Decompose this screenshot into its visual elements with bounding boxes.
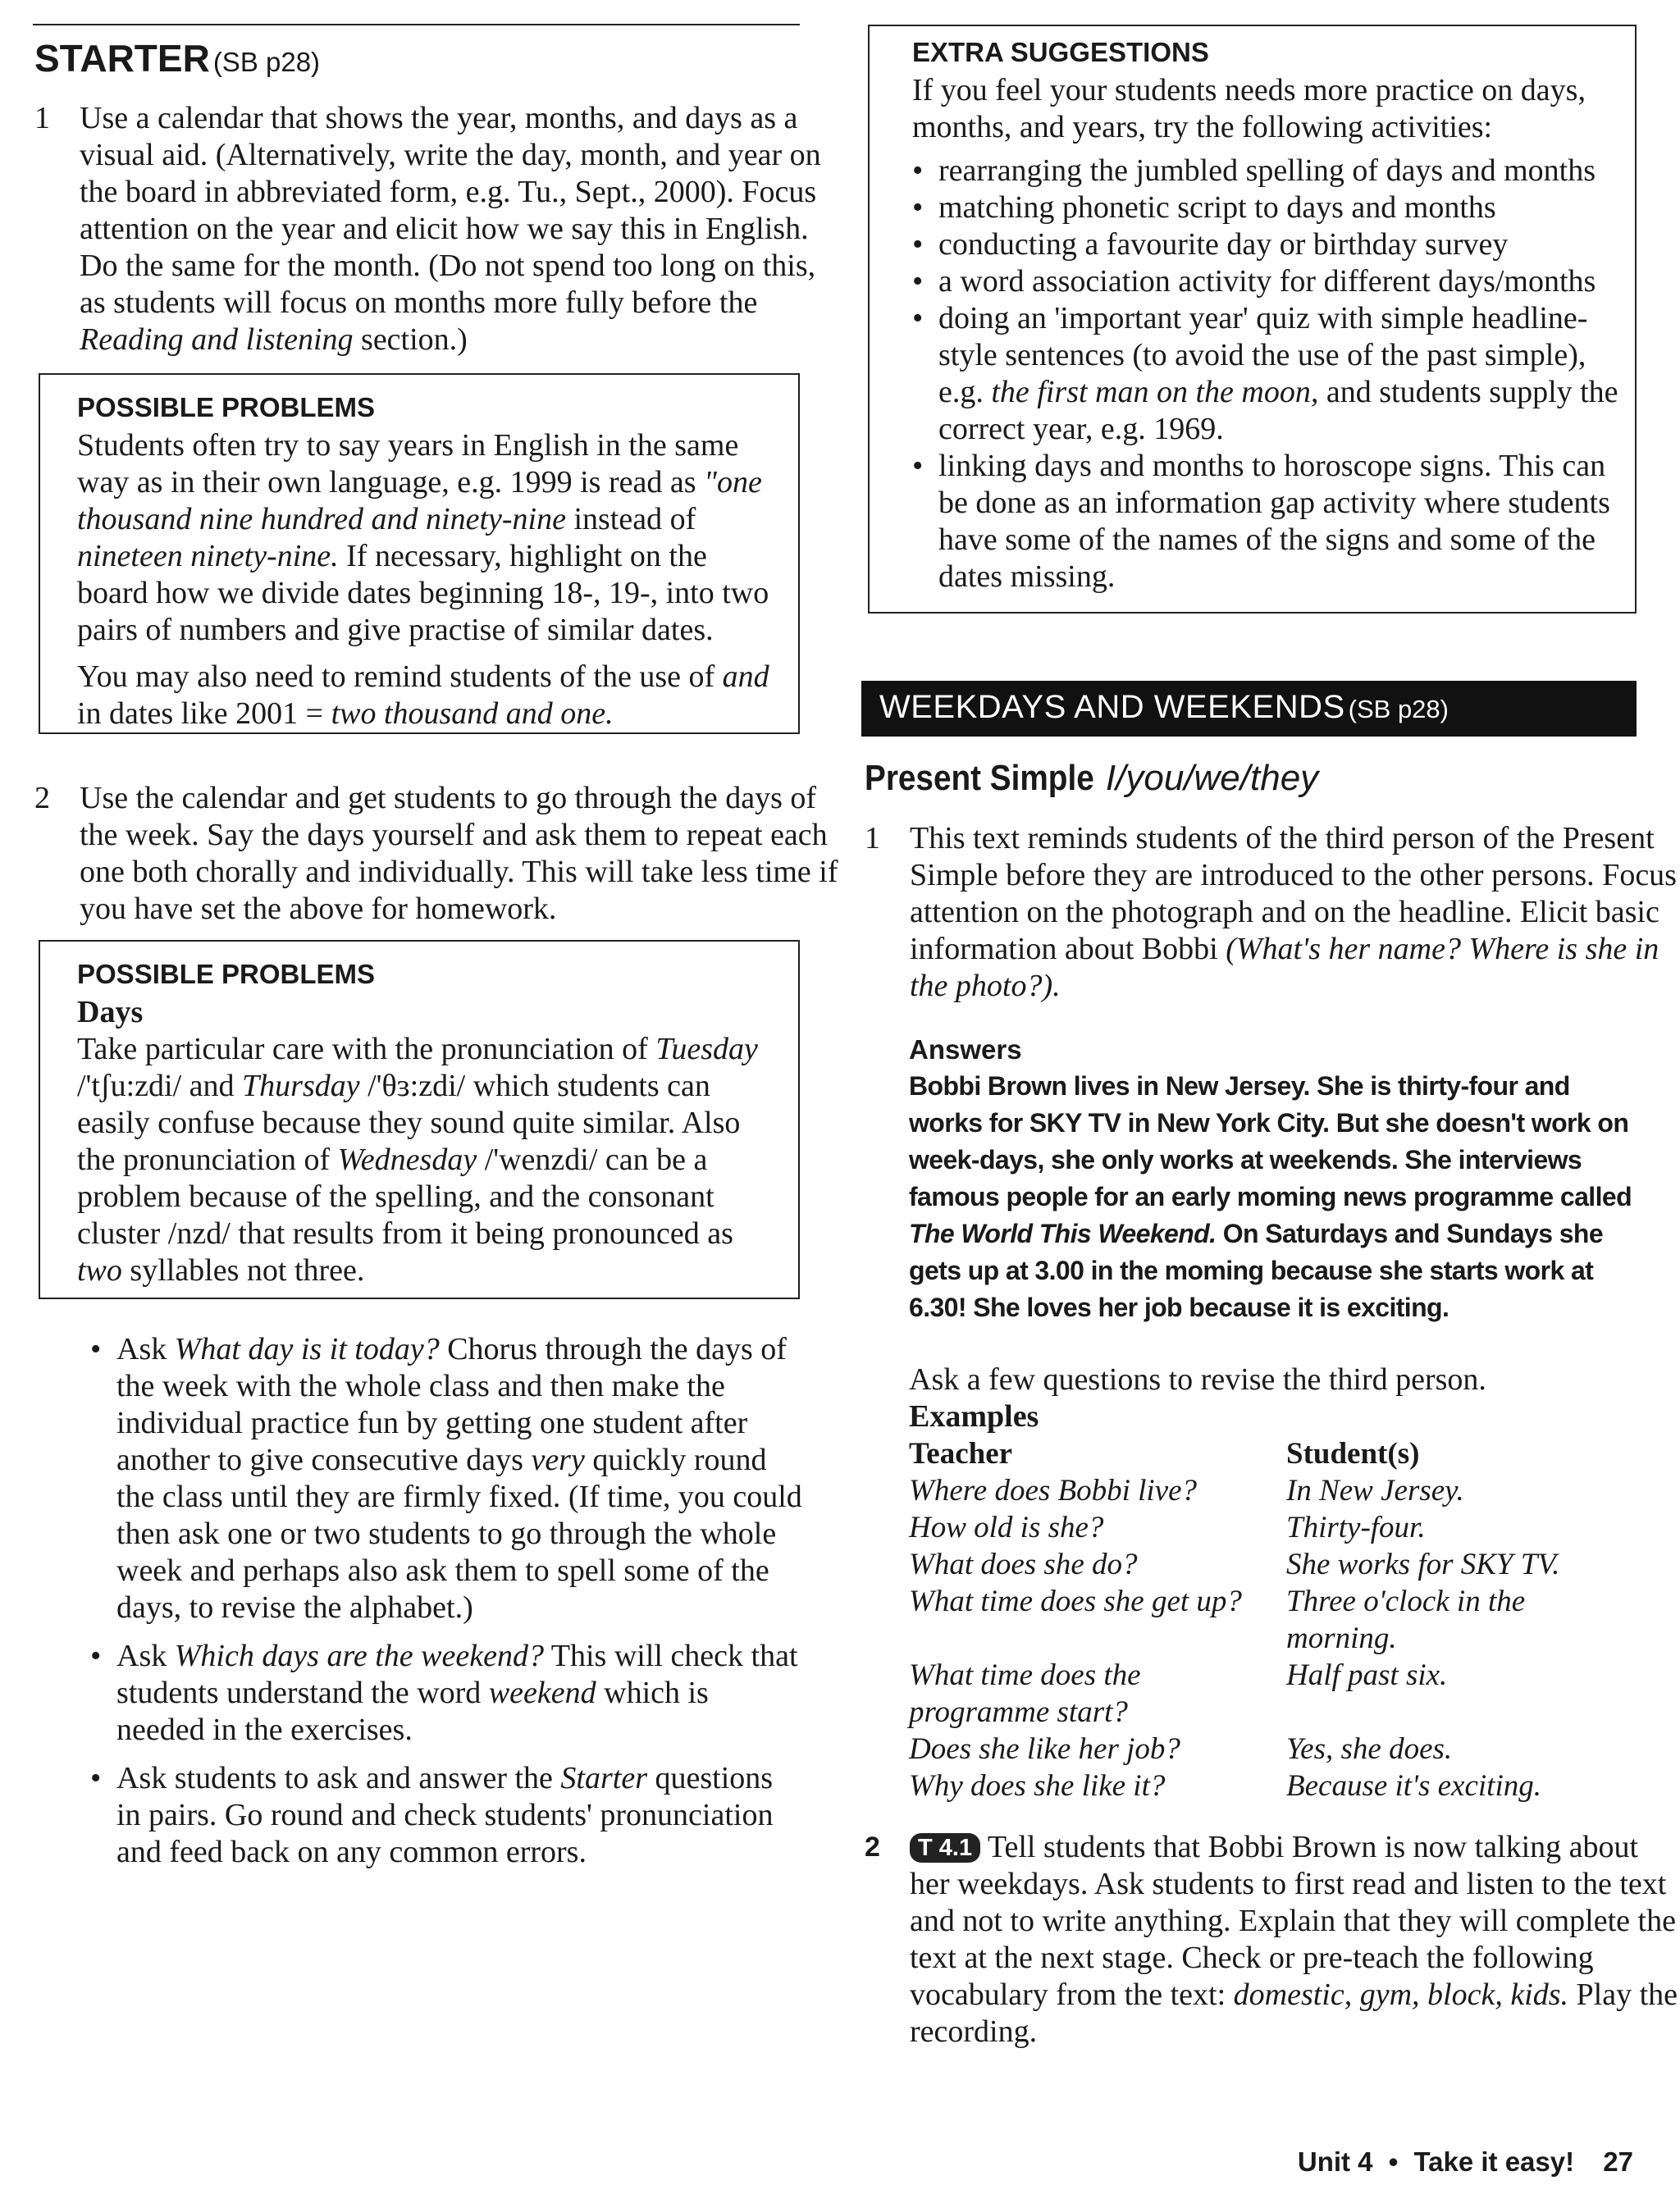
section-subheading [865, 758, 1318, 799]
bullet-item [90, 1331, 804, 1626]
italic-text: the first man on the moon, [991, 375, 1319, 409]
text-run: matching phonetic script to days and months [938, 190, 1496, 225]
text-run: If necessary, highlight on the board how we divide dates beginning 18-, 19-, into two pairs of numbers and give practise of similar dates. [77, 539, 769, 647]
page-footer [1298, 2146, 1633, 2178]
student-answer: Half past six. [1286, 1658, 1448, 1692]
teacher-question: What time does the programme start? [909, 1658, 1141, 1729]
text-run: /'wenzdi/ can be a problem because of the spelling, and the consonant cluster /nzd/ that results from it being pronounced as [77, 1143, 733, 1251]
answers-block [909, 1032, 1647, 1326]
starter-item-1 [34, 100, 844, 358]
bullet-item [912, 448, 1618, 595]
table-row [909, 1768, 1631, 1804]
italic-text: two [77, 1253, 122, 1288]
student-answer: Three o'clock in the morning. [1286, 1585, 1526, 1655]
box-paragraph [77, 1031, 783, 1289]
student-answer: Thirty-four. [1286, 1511, 1426, 1544]
table-header-row [909, 1435, 1631, 1472]
text-run: which is needed in the exercises. [116, 1676, 709, 1747]
section-banner [861, 681, 1637, 737]
subheading-italic: I/you/we/they [1105, 758, 1319, 798]
teacher-question: How old is she? [909, 1511, 1104, 1544]
teacher-header: Teacher [909, 1437, 1013, 1471]
text-run: /'tʃu:zdi/ and [77, 1069, 243, 1103]
italic-text: Wednesday [337, 1143, 477, 1177]
bullet-item [90, 1638, 804, 1749]
italic-text: weekend [488, 1676, 596, 1710]
examples-table [909, 1435, 1631, 1804]
extra-suggestions-box [868, 25, 1637, 614]
text-run: in dates like 2001 = [77, 696, 331, 731]
text-run: a word association activity for different days/months [938, 264, 1596, 299]
box-intro: If you feel your students needs more practice on days, months, and years, try the following activities: [912, 73, 1586, 144]
subheading-text: Present Simple [865, 758, 1094, 798]
text-run: /'θɜ:zdi/ which students can easily confuse because they sound quite similar. Also the pronunciation of [77, 1069, 741, 1177]
text-run: Chorus through the days of the week with the whole class and then make the individual practice fun by getting one student after another to give consecutive days [116, 1332, 787, 1477]
banner-ref: (SB p28) [1348, 695, 1449, 723]
text-run: questions in pairs. Go round and check students' pronunciation and feed back on any common errors. [116, 1761, 774, 1869]
italic-text: two thousand and one. [331, 696, 614, 731]
item-text [80, 101, 821, 357]
table-row [909, 1509, 1631, 1546]
footer-unit: Unit 4 [1297, 2146, 1373, 2177]
examples-block [909, 1362, 1631, 1804]
italic-text: (What's her name? Where is she in the photo?). [910, 932, 1659, 1003]
italic-text: Thursday [242, 1069, 360, 1103]
text-run: You may also need to remind students of the use of [77, 659, 723, 694]
teacher-question: Where does Bobbi live? [909, 1474, 1198, 1508]
text-run: Use a calendar that shows the year, months, and days as a visual aid. (Alternatively, write the day, month, and year on the board in abbreviated form, e.g. Tu., Sept., 2000). Focus attention on the year and elicit how we say this in English. Do the same for the month. (Do not spend too long on this, as students will focus on months more fully before the [80, 101, 821, 320]
bullet-item [912, 263, 1618, 300]
weekdays-item-2 [865, 1829, 1680, 2050]
italic-text: Reading and listening [80, 322, 354, 357]
text-run: This text reminds students of the third person of the Present Simple before they are introduced to the other persons. Focus attention on the photograph and on the headline. Elicit basic information about Bobbi [910, 821, 1677, 966]
bullet-item [90, 1760, 804, 1871]
item-number: 2 [865, 1831, 880, 1863]
text-run: On Saturdays and Sundays she gets up at 3.00 in the moming because she starts work at 6.30! She loves her job because it is exciting. [909, 1219, 1604, 1322]
text-run: linking days and months to horoscope signs. This can be done as an information gap activity where students have some of the names of the signs and some of the dates missing. [938, 449, 1610, 594]
text-run: quickly round the class until they are firmly fixed. (If time, you could then ask one or two students to go through the whole week and perhaps also ask them to spell some of the days, to revise the alphabet.) [116, 1443, 802, 1625]
item-number: 1 [865, 821, 880, 855]
student-answer: She works for SKY TV. [1286, 1548, 1560, 1581]
footer-dot: • [1388, 2146, 1399, 2177]
italic-text: very [531, 1443, 585, 1477]
item-number: 1 [34, 101, 50, 135]
text-run: instead of [565, 502, 696, 536]
bullet-item [912, 226, 1618, 263]
italic-text: Tuesday [655, 1032, 758, 1066]
bullet-item [912, 189, 1618, 226]
student-answer: Because it's exciting. [1286, 1769, 1541, 1803]
answers-text [909, 1068, 1647, 1326]
text-run: Ask students to ask and answer the [116, 1761, 561, 1795]
text-run: Bobbi Brown lives in New Jersey. She is thirty-four and works for SKY TV in New York City. But she doesn't work on week-days, she only works at weekends. She interviews famous people for an early moming news programme called [909, 1071, 1632, 1211]
track-badge: T 4.1 [910, 1833, 980, 1863]
student-header: Student(s) [1286, 1437, 1420, 1471]
italic-text: Starter [560, 1761, 647, 1795]
possible-problems-box-2 [39, 940, 800, 1299]
italic-text: The World This Weekend. [909, 1219, 1217, 1248]
box-paragraph [77, 659, 783, 732]
item-text [910, 1830, 1678, 2049]
item-number: 2 [34, 781, 50, 815]
text-run: Take particular care with the pronunciation of [77, 1032, 656, 1066]
box-title: EXTRA SUGGESTIONS [912, 37, 1209, 67]
student-answer: Yes, she does. [1286, 1732, 1453, 1766]
table-row [909, 1583, 1631, 1657]
bullet-item [912, 300, 1618, 448]
italic-text: and [722, 659, 769, 694]
box-paragraph [77, 427, 783, 649]
starter-title: STARTER [34, 37, 210, 80]
text-run: doing an 'important year' quiz with simple headline-style sentences (to avoid the use of the past simple), e.g. [938, 301, 1588, 409]
student-answer: In New Jersey. [1286, 1474, 1464, 1508]
text-run: section.) [353, 322, 468, 357]
box-title: POSSIBLE PROBLEMS [77, 392, 376, 422]
ask-line: Ask a few questions to revise the third person. [909, 1362, 1486, 1397]
table-row [909, 1657, 1631, 1731]
starter-heading [34, 36, 320, 80]
box-subtitle: Days [77, 995, 144, 1029]
starter-ref: (SB p28) [212, 47, 321, 77]
italic-text: "one thousand nine hundred and ninety-nine [77, 465, 762, 536]
examples-title: Examples [909, 1399, 1039, 1434]
text-run: Ask [116, 1332, 175, 1366]
italic-text: Which days are the weekend? [174, 1639, 544, 1673]
table-row [909, 1546, 1631, 1583]
item-text: Use the calendar and get students to go through the days of the week. Say the days yourself and ask them to repeat each one both chorally and individually. This will take less time if you have set the above for homework. [80, 781, 838, 926]
banner-title: WEEKDAYS AND WEEKENDS [879, 689, 1345, 725]
footer-title: Take it easy! [1413, 2146, 1575, 2177]
weekdays-item-1 [865, 820, 1680, 1005]
teacher-question: Does she like her job? [909, 1732, 1180, 1766]
teacher-question: What time does she get up? [909, 1585, 1242, 1618]
text-run: This will check that students understand the word [116, 1639, 798, 1710]
text-run: Play the recording. [910, 1977, 1678, 2049]
bullet-item [912, 153, 1618, 189]
possible-problems-box-1 [39, 373, 800, 734]
italic-text: domestic, gym, block, kids. [1233, 1977, 1569, 2012]
italic-text: nineteen ninety-nine. [77, 539, 339, 573]
starter-item-2 [34, 780, 844, 928]
text-run: rearranging the jumbled spelling of days and months [938, 153, 1596, 188]
text-run: Ask [116, 1639, 175, 1673]
text-run: Students often try to say years in English in the same way as in their own language, e.g. 1999 is read as [77, 428, 739, 499]
text-run: syllables not three. [121, 1253, 365, 1288]
item-text [910, 821, 1677, 1003]
box-title: POSSIBLE PROBLEMS [77, 959, 376, 989]
text-run: and students supply the correct year, e.g. 1969. [938, 375, 1618, 446]
page-number: 27 [1603, 2146, 1633, 2177]
teacher-question: Why does she like it? [909, 1769, 1166, 1803]
table-row [909, 1472, 1631, 1509]
answers-title: Answers [909, 1034, 1022, 1065]
text-run: conducting a favourite day or birthday survey [938, 227, 1509, 262]
top-rule [33, 24, 800, 25]
starter-bullets [90, 1331, 804, 1871]
italic-text: What day is it today? [174, 1332, 440, 1366]
text-run: Tell students that Bobbi Brown is now talking about her weekdays. Ask students to first read and listen to the text and not to write anything. Explain that they will complete the text at the next stage. Check or pre-teach the following vocabulary from the text: [910, 1830, 1676, 2012]
teacher-question: What does she do? [909, 1548, 1138, 1581]
table-row [909, 1731, 1631, 1768]
